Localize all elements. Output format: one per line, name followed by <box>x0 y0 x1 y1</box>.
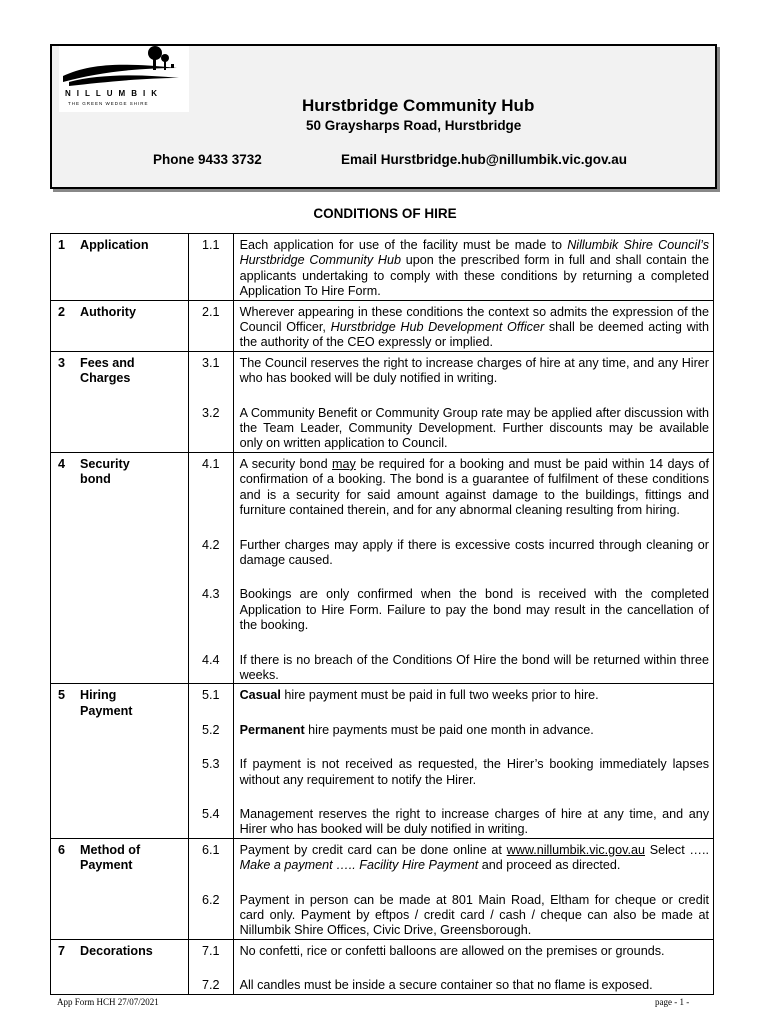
section-hiring-payment <box>51 684 189 838</box>
clause-text: If there is no breach of the Conditions Of Hire the bond will be returned within three weeks. <box>233 649 713 684</box>
section-number: 1 <box>58 238 66 252</box>
clause-number: 6.1 <box>189 838 234 888</box>
section-label: Decorations <box>80 943 153 958</box>
section-number: 3 <box>58 355 66 370</box>
hub-email: Email Hurstbridge.hub@nillumbik.vic.gov.au <box>341 152 627 167</box>
clause-number: 3.2 <box>189 402 234 453</box>
clause-number: 3.1 <box>189 351 234 401</box>
footer-page-number: page - 1 - <box>655 997 690 1007</box>
clause-number: 4.2 <box>189 534 234 584</box>
condition-row <box>51 838 714 888</box>
clause-number: 6.2 <box>189 889 234 940</box>
section-decorations <box>51 939 189 994</box>
condition-row <box>51 939 714 974</box>
clause-text: A Community Benefit or Community Group rate may be applied after discussion with the Team Leader, Community Development. Further discounts may be available only on written application to Council. <box>233 402 713 453</box>
section-label: Application <box>80 238 149 252</box>
section-label: Method of Payment <box>80 842 141 873</box>
nillumbik-website-link[interactable]: www.nillumbik.vic.gov.au <box>506 842 645 857</box>
clause-number: 5.1 <box>189 684 234 719</box>
clause-text: Permanent hire payments must be paid one month in advance. <box>233 719 713 753</box>
section-label: Authority <box>80 304 136 319</box>
section-method-of-payment <box>51 838 189 939</box>
header-box <box>50 44 717 189</box>
condition-row <box>51 452 714 533</box>
section-application <box>51 234 189 301</box>
footer-form-id: App Form HCH 27/07/2021 <box>57 997 159 1007</box>
clause-text: Wherever appearing in these conditions the context so admits the expression of the Council Officer, Hurstbridge Hub Development Officer shall be deemed acting with the authority of the CEO expressly or implied. <box>233 300 713 351</box>
clause-number: 2.1 <box>189 300 234 351</box>
section-number: 4 <box>58 456 66 471</box>
section-number: 6 <box>58 842 66 857</box>
condition-row <box>51 351 714 401</box>
clause-text: Payment by credit card can be done online at www.nillumbik.vic.gov.au Select ….. Make a payment ….. Facility Hire Payment and proceed as directed. <box>233 838 713 888</box>
section-fees-and-charges <box>51 351 189 452</box>
nillumbik-logo <box>59 46 189 112</box>
logo-name: NILLUMBIK <box>65 89 163 98</box>
clause-text: Payment in person can be made at 801 Main Road, Eltham for cheque or credit card only. Payment by eftpos / credit card / cash / cheque can also be made at Nillumbik Shire Offices, Civic Drive, Greensborough. <box>233 889 713 940</box>
section-label: Fees and Charges <box>80 355 135 386</box>
hub-address: 50 Graysharps Road, Hurstbridge <box>306 118 522 133</box>
conditions-title: CONDITIONS OF HIRE <box>313 206 457 221</box>
clause-number: 5.3 <box>189 753 234 803</box>
section-label: Security bond <box>80 456 130 487</box>
conditions-table <box>50 233 714 995</box>
clause-text: Casual hire payment must be paid in full two weeks prior to hire. <box>233 684 713 719</box>
clause-number: 5.4 <box>189 803 234 838</box>
clause-number: 4.3 <box>189 583 234 648</box>
condition-row <box>51 234 714 301</box>
clause-text: If payment is not received as requested, the Hirer’s booking immediately lapses without any requirement to notify the Hirer. <box>233 753 713 803</box>
clause-number: 7.1 <box>189 939 234 974</box>
section-label: Hiring Payment <box>80 688 133 718</box>
clause-text: Management reserves the right to increase charges of hire at any time, and any Hirer who has booked will be duly notified in writing. <box>233 803 713 838</box>
hub-phone: Phone 9433 3732 <box>153 152 262 167</box>
clause-text: Each application for use of the facility must be made to Nillumbik Shire Council’s Hurstbridge Community Hub upon the prescribed form in full and shall contain the applicants undertaking to comply with these conditions by returning a completed Application To Hire Form. <box>233 234 713 301</box>
clause-number: 7.2 <box>189 974 234 994</box>
section-number: 7 <box>58 943 66 958</box>
section-number: 2 <box>58 304 66 319</box>
hub-title: Hurstbridge Community Hub <box>302 96 535 115</box>
clause-text: The Council reserves the right to increase charges of hire at any time, and any Hirer who has booked will be duly notified in writing. <box>233 351 713 401</box>
condition-row <box>51 300 714 351</box>
section-number: 5 <box>58 688 66 703</box>
clause-text: No confetti, rice or confetti balloons are allowed on the premises or grounds. <box>233 939 713 974</box>
condition-row <box>51 684 714 719</box>
clause-number: 5.2 <box>189 719 234 753</box>
clause-number: 4.1 <box>189 452 234 533</box>
clause-number: 4.4 <box>189 649 234 684</box>
clause-text: A security bond may be required for a booking and must be paid within 14 days of confirmation of a booking. The bond is a guarantee of fulfilment of these conditions and is a security for said amount against damage to the buildings, fittings and furniture contained therein, and for any abnormal cleaning resulting from hiring. <box>233 452 713 533</box>
clause-text: All candles must be inside a secure container so that no flame is exposed. <box>233 974 713 994</box>
logo-tagline: THE GREEN WEDGE SHIRE <box>68 101 149 106</box>
clause-text: Bookings are only confirmed when the bond is received with the completed Application to Hire Form. Failure to pay the bond may result in the cancellation of the booking. <box>233 583 713 648</box>
clause-number: 1.1 <box>189 234 234 301</box>
section-security-bond <box>51 452 189 683</box>
section-authority <box>51 300 189 351</box>
clause-text: Further charges may apply if there is excessive costs incurred through cleaning or damage caused. <box>233 534 713 584</box>
